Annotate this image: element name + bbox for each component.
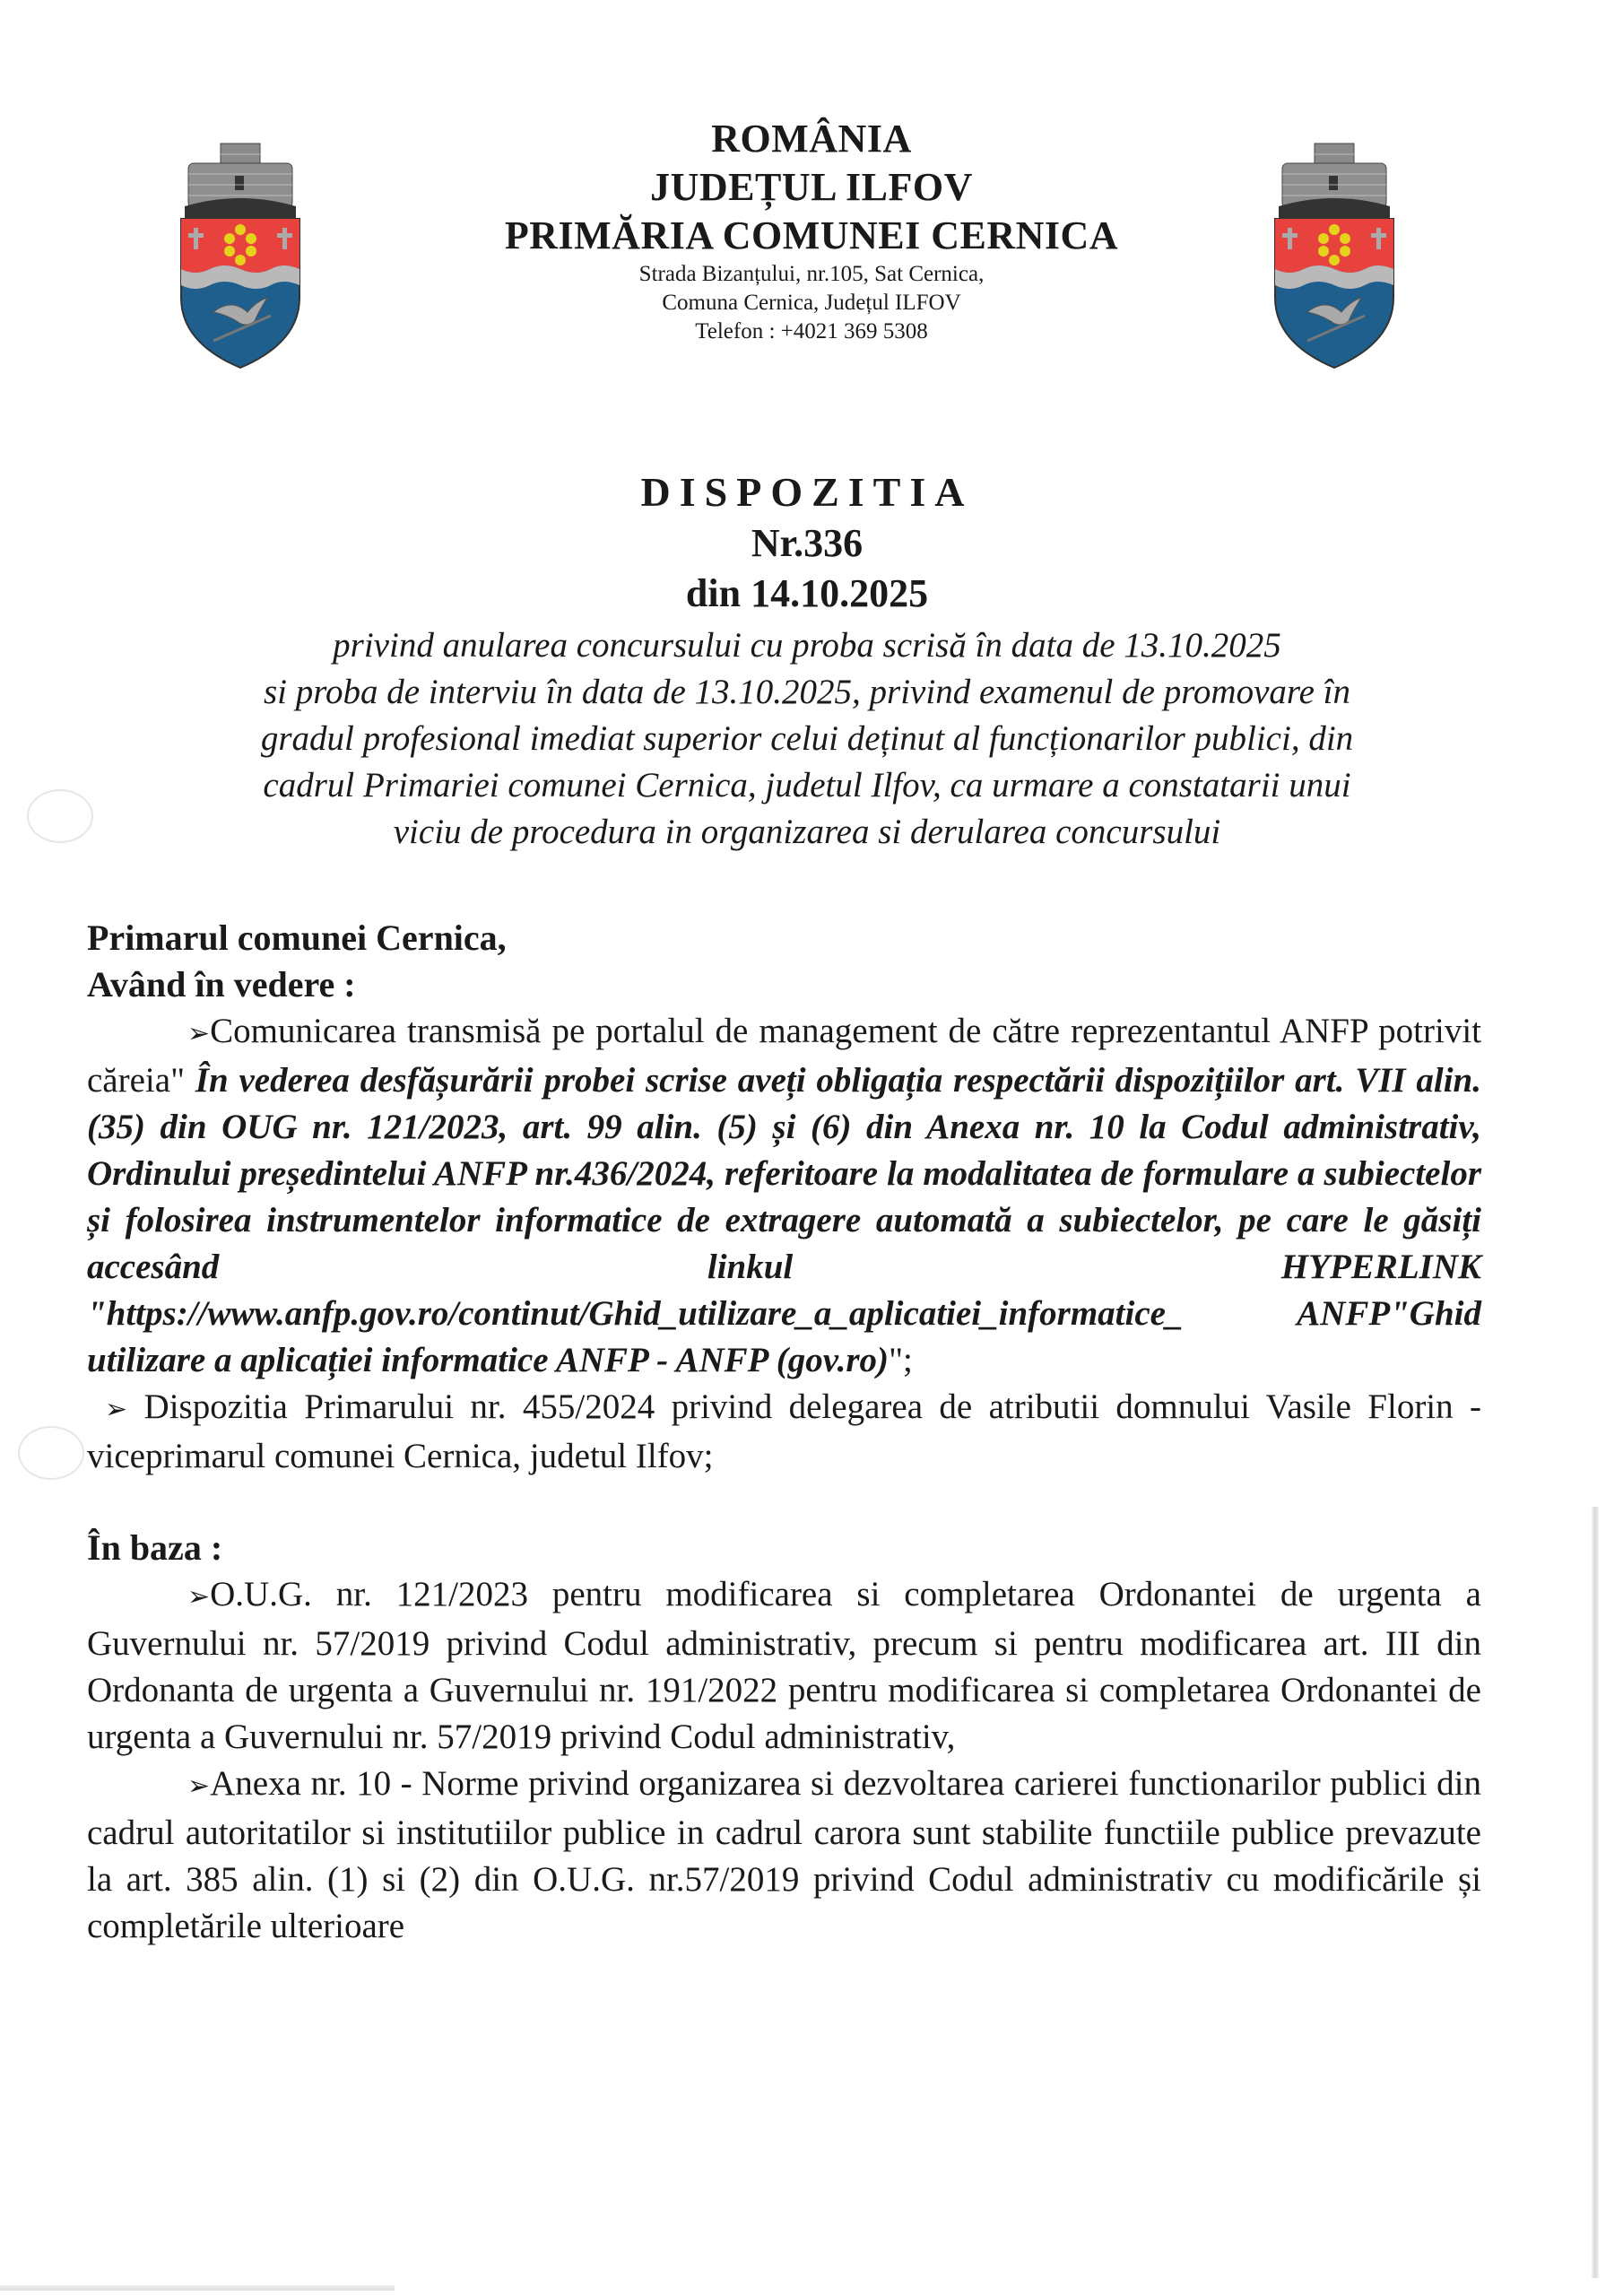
coat-of-arms-right <box>1271 136 1397 370</box>
institution-name: PRIMĂRIA COMUNEI CERNICA <box>504 213 1119 257</box>
scan-edge-shadow <box>1592 1507 1599 2278</box>
address-line-1: Strada Bizanțului, nr.105, Sat Cernica, <box>638 262 985 286</box>
address-line-2: Comuna Cernica, Județul ILFOV <box>662 291 961 315</box>
scan-edge-shadow <box>0 2285 395 2291</box>
document-date: din 14.10.2025 <box>685 571 929 615</box>
subject-line: gradul profesional imediat superior celui deținut al funcționarilor publici, din <box>260 719 1354 758</box>
basis-text: O.U.G. nr. 121/2023 pentru modificarea si completarea Ordonantei de urgenta a Guvernului nr. 57/2019 privind Codul administrativ, precum si pentru modificarea art. III din Ordonanta de urgenta a Guvernului nr. 191/2022 pentru modificarea si completarea Ordonantei de urgenta a Guvernului nr. 57/2019 privind Codul administrativ, <box>87 1575 1481 1756</box>
punch-hole-mark <box>18 1426 84 1480</box>
phone-number: Telefon : +4021 369 5308 <box>695 319 928 344</box>
considering-text: Dispozitia Primarului nr. 455/2024 privind delegarea de atributii domnului Vasile Florin - viceprimarul comunei Cernica, judetul Ilfov; <box>87 1387 1482 1475</box>
punch-hole-mark <box>27 789 93 843</box>
considering-heading: Având în vedere : <box>87 964 356 1004</box>
tower-crown <box>1279 144 1390 219</box>
subject-line: si proba de interviu în data de 13.10.2025, privind examenul de promovare în <box>263 673 1351 711</box>
coat-of-arms-left <box>178 136 303 370</box>
basis-text: Anexa nr. 10 - Norme privind organizarea si dezvoltarea carierei functionarilor publici din cadrul autoritatilor si institutiilor publice in cadrul carora sunt stabilite functiile publice prevazute la art. 385 alin. (1) si (2) din O.U.G. nr.57/2019 privind Codul administrativ cu modificările și completările ulterioare <box>87 1764 1481 1945</box>
subject-line: viciu de procedura in organizarea si derularea concursului <box>393 813 1221 851</box>
anfp-quote: În vederea desfășurării probei scrise aveți obligația respectării dispozițiilor art. VII alin. (35) din OUG nr. 121/2023, art. 99 alin. (5) și (6) din Anexa nr. 10 la Codul administrativ, Ordinului președintelui ANFP nr.436/2024, referitoare la modalitatea de formulare a subiectelor și folosirea instrumentelor informatice de extragere automată a subiectelor, pe care le găsiți accesând linkul HYPERLINK "https://www.anfp.gov.ro/continut/Ghid_utilizare_a_aplicatiei_informatice_ ANFP"Ghid utilizare a aplicației informatice ANFP - ANFP (gov.ro) <box>87 1061 1481 1379</box>
document-subject <box>90 622 1524 856</box>
document-body <box>87 915 1481 1950</box>
arrow-right-icon: ➢ <box>187 1771 211 1801</box>
mayor-heading: Primarul comunei Cernica, <box>87 918 507 958</box>
quote-end: "; <box>889 1341 913 1379</box>
subject-line: privind anularea concursului cu proba scrisă în data de 13.10.2025 <box>333 626 1281 665</box>
county-name: JUDEȚUL ILFOV <box>650 165 973 209</box>
considering-item <box>87 1008 1481 1384</box>
basis-heading: În baza : <box>87 1527 223 1568</box>
basis-item <box>87 1761 1481 1950</box>
considering-item <box>87 1384 1481 1480</box>
letterhead <box>359 115 1264 346</box>
arrow-right-icon: ➢ <box>187 1582 211 1612</box>
subject-line: cadrul Primariei comunei Cernica, judetul Ilfov, ca urmare a constatarii unui <box>263 766 1351 804</box>
country-name: ROMÂNIA <box>711 117 912 161</box>
arrow-right-icon: ➢ <box>187 1019 211 1048</box>
document-type: DISPOZITIA <box>640 469 974 515</box>
arrow-right-icon: ➢ <box>105 1395 128 1424</box>
document-title-block <box>90 466 1524 856</box>
considering-text: Comunicarea transmisă pe portalul de management de către reprezentantul ANFP potrivit căreia" <box>87 1012 1481 1100</box>
tower-crown <box>185 144 296 219</box>
document-number: Nr.336 <box>751 521 864 565</box>
basis-item <box>87 1571 1481 1761</box>
